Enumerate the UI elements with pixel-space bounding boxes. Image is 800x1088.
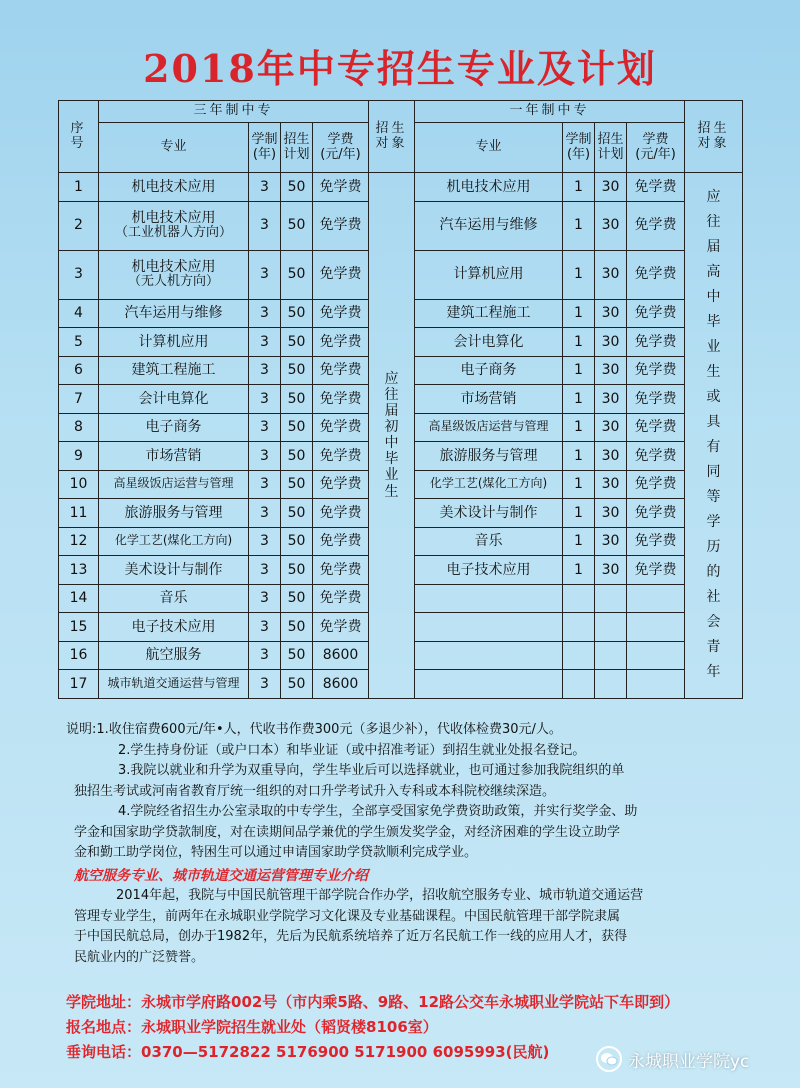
fee-three-year: 免学费 [313,556,369,585]
fee-one-year: 免学费 [627,499,685,528]
fee-three-year: 免学费 [313,328,369,357]
duration-three-year: 3 [249,670,281,699]
duration-three-year: 3 [249,299,281,328]
wechat-icon [596,1046,622,1072]
fee-one-year [627,584,685,613]
duration-one-year: 1 [563,328,595,357]
major-three-year [99,413,249,442]
duration-one-year: 1 [563,250,595,299]
quota-one-year [595,584,627,613]
major-name: 市场营销 [145,447,202,464]
target-char: 应 [706,189,721,206]
major-one-year: 高星级饭店运营与管理 [415,413,563,442]
major-three-year [99,670,249,699]
duration-one-year: 1 [563,413,595,442]
header-target-1: 招生 对象 [685,101,743,173]
major-three-year [99,385,249,414]
major-three-year [99,356,249,385]
major-three-year [99,442,249,471]
fee-three-year: 免学费 [313,613,369,642]
quota-three-year: 50 [281,299,313,328]
contact-address: 学院地址：永城市学府路002号（市内乘5路、9路、12路公交车永城职业学院站下车即到） [66,993,680,1011]
quota-one-year: 30 [595,356,627,385]
major-three-year [99,641,249,670]
fee-one-year: 免学费 [627,356,685,385]
note-2: 2.学生持身份证（或户口本）和毕业证（或中招准考证）到招生就业处报名登记。 [118,742,586,758]
fee-one-year: 免学费 [627,299,685,328]
quota-one-year: 30 [595,556,627,585]
row-number: 17 [59,670,99,699]
major-one-year [415,641,563,670]
duration-one-year: 1 [563,385,595,414]
major-name: 城市轨道交通运营与管理 [107,675,240,690]
duration-one-year: 1 [563,356,595,385]
quota-three-year: 50 [281,499,313,528]
row-number: 7 [59,385,99,414]
header-seq: 序 号 [59,101,99,173]
major-name: 机电技术应用 [131,209,216,226]
enrollment-table [58,100,743,699]
fee-three-year: 免学费 [313,299,369,328]
major-three-year [99,173,249,202]
major-three-year [99,499,249,528]
major-one-year: 会计电算化 [415,328,563,357]
target-char: 毕 [384,451,399,468]
duration-one-year: 1 [563,173,595,202]
intro-line-1: 2014年起，我院与中国民航管理干部学院合作办学，招收航空服务专业、城市轨道交通运营 [116,888,644,903]
watermark-text: 永城职业学院yc [628,1051,750,1072]
intro-heading: 航空服务专业、城市轨道交通运营管理专业介绍 [74,867,368,884]
fee-three-year: 免学费 [313,250,369,299]
duration-three-year: 3 [249,173,281,202]
quota-one-year: 30 [595,299,627,328]
duration-three-year: 3 [249,641,281,670]
fee-three-year: 免学费 [313,356,369,385]
row-number: 11 [59,499,99,528]
duration-three-year: 3 [249,470,281,499]
target-char: 会 [706,614,721,631]
fee-one-year: 免学费 [627,556,685,585]
major-three-year [99,328,249,357]
target-char: 有 [706,439,721,456]
row-number: 4 [59,299,99,328]
header-major-1: 专业 [415,123,563,173]
target-char: 中 [706,289,721,306]
quota-three-year: 50 [281,356,313,385]
header-duration-1: 学制 (年) [563,123,595,173]
note-3a: 3.我院以就业和升学为双重导向，学生毕业后可以选择就业，也可通过参加我院组织的单 [118,763,625,778]
major-one-year: 汽车运用与维修 [415,201,563,250]
major-three-year [99,556,249,585]
major-one-year: 旅游服务与管理 [415,442,563,471]
row-number: 1 [59,173,99,202]
duration-three-year: 3 [249,613,281,642]
quota-one-year [595,641,627,670]
fee-three-year: 免学费 [313,527,369,556]
major-name: 旅游服务与管理 [124,504,223,521]
major-three-year [99,201,249,250]
row-number: 3 [59,250,99,299]
fee-three-year: 免学费 [313,201,369,250]
major-three-year [99,527,249,556]
watermark [596,1044,796,1074]
major-three-year [99,470,249,499]
major-name: 航空服务 [145,647,202,664]
quota-one-year [595,613,627,642]
target-char: 届 [706,239,721,256]
note-4a: 4.学院经省招生办公室录取的中专学生，全部享受国家免学费资助政策，并实行奖学金、助 [118,804,638,819]
major-name: 美术设计与制作 [124,561,223,578]
fee-one-year: 免学费 [627,442,685,471]
target-char: 往 [706,214,721,231]
quota-three-year: 50 [281,556,313,585]
fee-three-year: 免学费 [313,470,369,499]
fee-one-year [627,641,685,670]
fee-one-year: 免学费 [627,201,685,250]
fee-three-year: 8600 [313,641,369,670]
quota-three-year: 50 [281,328,313,357]
fee-three-year: 免学费 [313,499,369,528]
duration-three-year: 3 [249,527,281,556]
major-one-year: 美术设计与制作 [415,499,563,528]
row-number: 12 [59,527,99,556]
quota-three-year: 50 [281,641,313,670]
intro-line-4: 民航业内的广泛赞誉。 [74,949,205,965]
header-fee-3: 学费 (元/年) [313,123,369,173]
quota-three-year: 50 [281,584,313,613]
duration-one-year [563,670,595,699]
duration-three-year: 3 [249,584,281,613]
target-char: 生 [706,364,721,381]
major-one-year: 建筑工程施工 [415,299,563,328]
duration-three-year: 3 [249,499,281,528]
major-three-year [99,299,249,328]
major-name: 计算机应用 [138,333,209,350]
target-char: 生 [384,483,399,500]
duration-three-year: 3 [249,356,281,385]
duration-three-year: 3 [249,250,281,299]
row-number: 8 [59,413,99,442]
target-char: 青 [706,639,721,656]
major-direction: （无人机方向） [127,274,219,290]
target-char: 中 [384,435,399,452]
major-one-year: 市场营销 [415,385,563,414]
target-char: 等 [706,489,721,506]
major-one-year: 机电技术应用 [415,173,563,202]
target-char: 社 [706,589,721,606]
major-name: 机电技术应用 [131,258,216,275]
major-three-year [99,250,249,299]
duration-one-year: 1 [563,470,595,499]
fee-three-year: 免学费 [313,584,369,613]
target-char: 业 [384,467,399,484]
target-char: 或 [706,389,721,406]
target-char: 初 [384,419,399,436]
quota-one-year: 30 [595,385,627,414]
fee-one-year: 免学费 [627,470,685,499]
major-one-year: 电子技术应用 [415,556,563,585]
duration-three-year: 3 [249,328,281,357]
major-three-year [99,584,249,613]
major-name: 机电技术应用 [131,178,216,195]
target-one-year [685,173,743,699]
quota-one-year: 30 [595,328,627,357]
duration-one-year: 1 [563,527,595,556]
fee-one-year: 免学费 [627,250,685,299]
header-three-year: 三年制中专 [99,101,369,123]
duration-one-year [563,613,595,642]
fee-one-year: 免学费 [627,527,685,556]
fee-three-year: 免学费 [313,413,369,442]
contact-signup: 报名地点：永城职业学院招生就业处（韬贤楼8106室） [66,1018,438,1036]
header-duration-3: 学制 (年) [249,123,281,173]
header-quota-3: 招生 计划 [281,123,313,173]
major-one-year: 化学工艺(煤化工方向) [415,470,563,499]
table-body [59,173,743,699]
major-direction: （工业机器人方向） [114,225,232,241]
duration-one-year [563,584,595,613]
quota-three-year: 50 [281,442,313,471]
major-one-year [415,584,563,613]
row-number: 14 [59,584,99,613]
row-number: 13 [59,556,99,585]
major-name: 电子技术应用 [131,618,216,635]
target-char: 毕 [706,314,721,331]
duration-one-year: 1 [563,201,595,250]
row-number: 6 [59,356,99,385]
target-char: 年 [706,664,721,681]
quota-three-year: 50 [281,413,313,442]
row-number: 10 [59,470,99,499]
duration-three-year: 3 [249,201,281,250]
intro-line-2: 管理专业学生，前两年在永城职业学院学习文化课及专业基础课程。中国民航管理干部学院隶属 [74,908,621,924]
quota-three-year: 50 [281,201,313,250]
row-number: 5 [59,328,99,357]
target-char: 高 [706,264,721,281]
major-three-year [99,613,249,642]
duration-three-year: 3 [249,413,281,442]
duration-one-year: 1 [563,299,595,328]
quota-one-year: 30 [595,173,627,202]
fee-three-year: 免学费 [313,442,369,471]
duration-one-year: 1 [563,442,595,471]
quota-three-year: 50 [281,250,313,299]
fee-three-year: 8600 [313,670,369,699]
quota-one-year [595,670,627,699]
row-number: 16 [59,641,99,670]
quota-one-year: 30 [595,442,627,471]
header-target-3: 招生 对象 [369,101,415,173]
fee-three-year: 免学费 [313,385,369,414]
header-quota-1: 招生 计划 [595,123,627,173]
quota-three-year: 50 [281,613,313,642]
major-one-year [415,613,563,642]
header-fee-1: 学费 (元/年) [627,123,685,173]
quota-three-year: 50 [281,385,313,414]
note-1: 说明:1.收住宿费600元/年•人，代收书作费300元（多退少补），代收体检费30元/人。 [66,722,562,737]
major-name: 音乐 [159,590,188,607]
fee-three-year: 免学费 [313,173,369,202]
row-number: 15 [59,613,99,642]
major-name: 高星级饭店运营与管理 [113,476,234,491]
note-3b: 独招生考试或河南省教育厅统一组织的对口升学考试升入专科或本科院校继续深造。 [74,783,556,799]
duration-one-year [563,641,595,670]
fee-one-year [627,670,685,699]
major-name: 建筑工程施工 [131,362,216,379]
major-name: 电子商务 [145,419,202,436]
quota-one-year: 30 [595,250,627,299]
major-name: 化学工艺(煤化工方向) [114,533,233,548]
quota-one-year: 30 [595,201,627,250]
fee-one-year: 免学费 [627,328,685,357]
target-char: 同 [706,464,721,481]
target-char: 业 [706,339,721,356]
row-number: 9 [59,442,99,471]
major-one-year: 计算机应用 [415,250,563,299]
target-char: 往 [384,386,399,403]
quota-one-year: 30 [595,527,627,556]
fee-one-year: 免学费 [627,413,685,442]
target-char: 届 [384,403,399,420]
major-one-year: 音乐 [415,527,563,556]
major-name: 会计电算化 [138,390,209,407]
fee-one-year [627,613,685,642]
duration-one-year: 1 [563,556,595,585]
target-char: 具 [706,414,721,431]
quota-three-year: 50 [281,173,313,202]
row-number: 2 [59,201,99,250]
note-4b: 学金和国家助学贷款制度，对在读期间品学兼优的学生颁发奖学金，对经济困难的学生设立助学 [74,824,621,840]
table-row [59,173,743,202]
fee-one-year: 免学费 [627,173,685,202]
major-one-year: 电子商务 [415,356,563,385]
page-title: 2018年中专招生专业及计划 [143,46,657,91]
major-name: 汽车运用与维修 [124,305,223,322]
header-major-3: 专业 [99,123,249,173]
header-one-year: 一年制中专 [415,101,685,123]
major-one-year [415,670,563,699]
quota-one-year: 30 [595,499,627,528]
target-char: 学 [706,514,721,531]
duration-one-year: 1 [563,499,595,528]
fee-one-year: 免学费 [627,385,685,414]
notes [66,720,746,968]
intro-line-3: 于中国民航总局，创办于1982年，先后为民航系统培养了近万名民航工作一线的应用人才，获得 [74,929,628,944]
quota-three-year: 50 [281,470,313,499]
duration-three-year: 3 [249,385,281,414]
note-4c: 金和勤工助学岗位，特困生可以通过申请国家助学贷款顺利完成学业。 [74,845,478,860]
quota-three-year: 50 [281,670,313,699]
contact-phone: 垂询电话：0370—5172822 5176900 5171900 6095993(民航) [66,1043,550,1061]
target-three-year [369,173,415,699]
duration-three-year: 3 [249,556,281,585]
quota-one-year: 30 [595,470,627,499]
target-char: 的 [706,564,721,581]
quota-one-year: 30 [595,413,627,442]
target-char: 历 [706,539,721,556]
target-char: 应 [384,370,399,387]
quota-three-year: 50 [281,527,313,556]
duration-three-year: 3 [249,442,281,471]
